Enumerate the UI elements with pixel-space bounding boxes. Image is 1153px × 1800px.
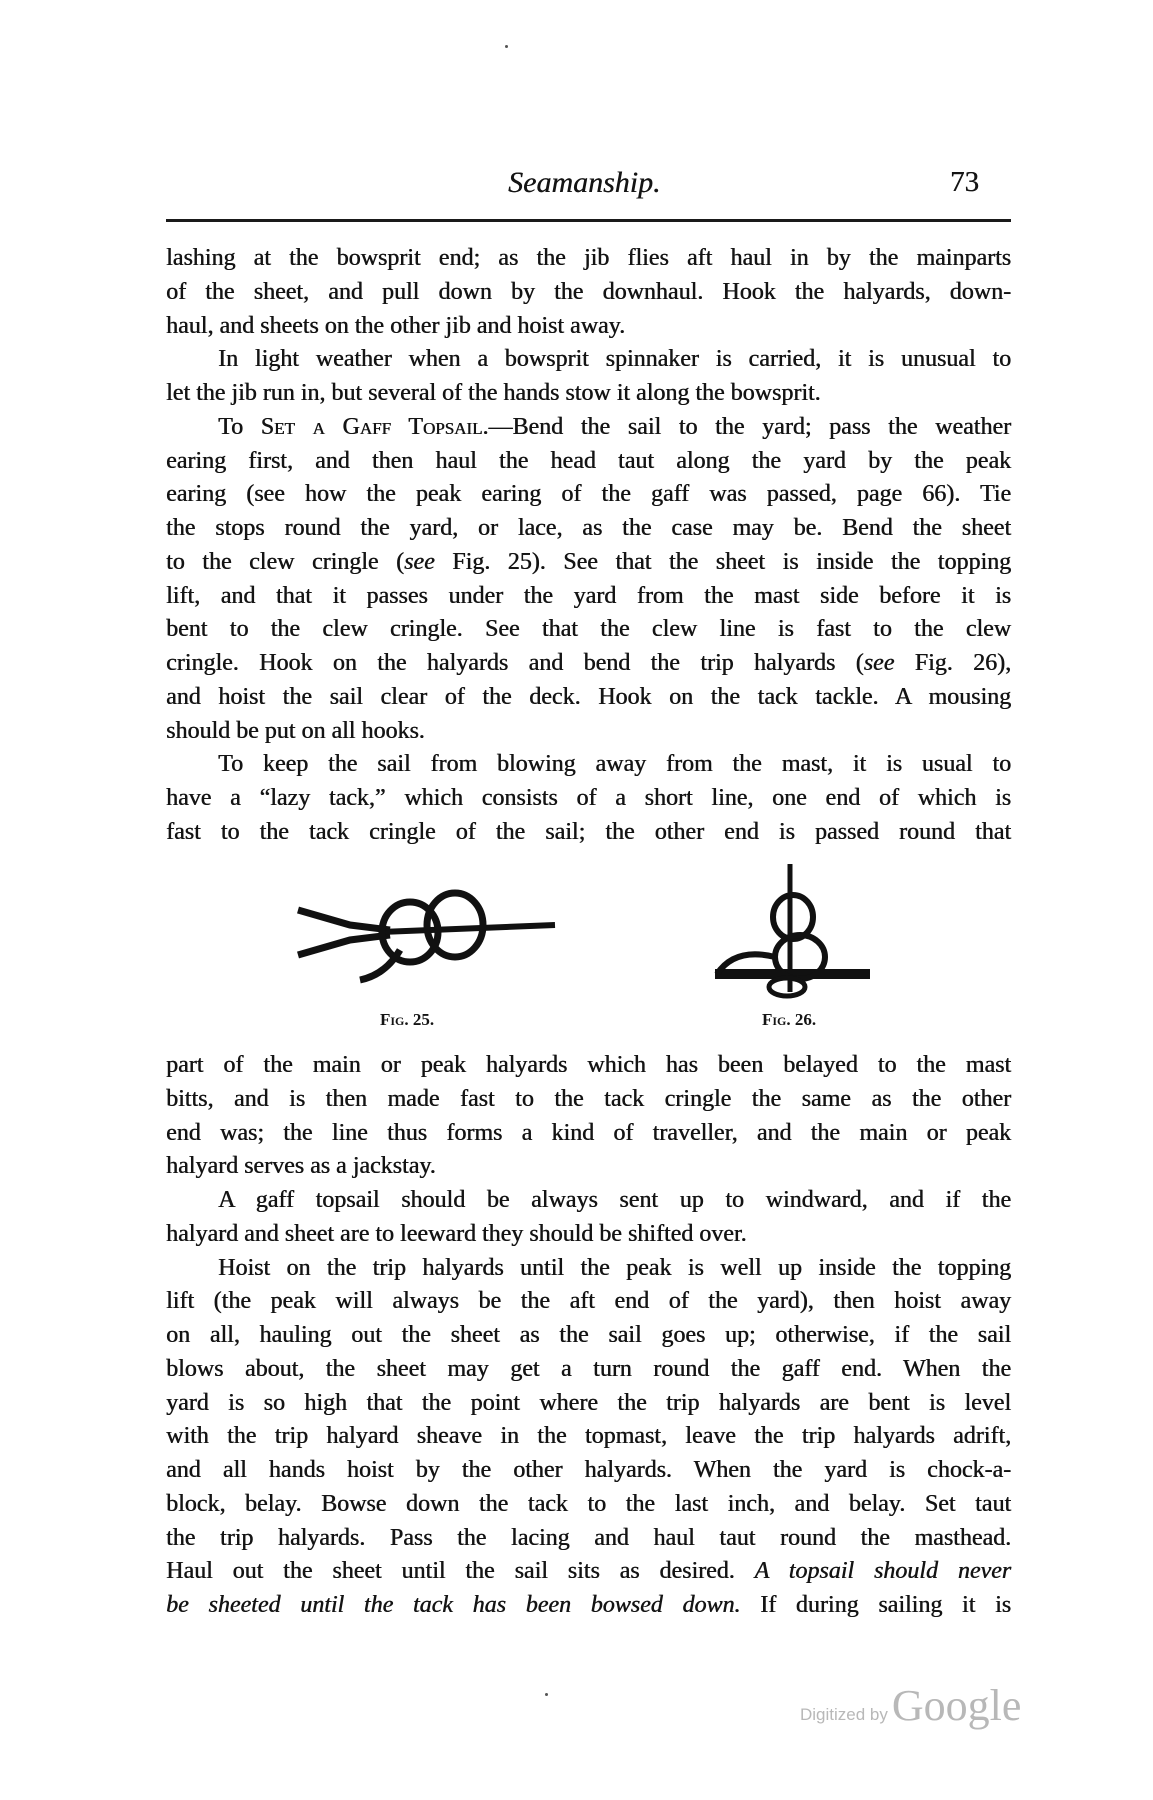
text-segment: fast to the tack cringle of the sail; the other end is passed round that (166, 818, 1011, 845)
text-block-bottom (166, 1049, 1011, 1623)
text-segment: A gaff topsail should be always sent up to windward, and if the (218, 1187, 1011, 1213)
text-segment: In light weather when a bowsprit spinnaker is carried, it is unusual to (218, 346, 1011, 373)
text-line (166, 1454, 1011, 1488)
text-line (166, 377, 1011, 411)
figure-25-caption: Fig. 25. (380, 1010, 435, 1029)
text-line (166, 1555, 1011, 1589)
text-segment: earing (see how the peak earing of the gaff was passed, page 66). Tie (166, 481, 1011, 508)
text-segment: lashing at the bowsprit end; as the jib flies aft haul in by the mainparts (166, 245, 1011, 271)
text-segment: bitts, and is then made fast to the tack cringle the same as the other (166, 1085, 1011, 1112)
text-segment: —Bend the sail to the yard; pass the weather (488, 413, 1011, 440)
text-segment: block, belay. Bowse down the tack to the last inch, and belay. Set taut (166, 1490, 1011, 1517)
text-segment: To (218, 413, 261, 440)
text-line (166, 1353, 1011, 1387)
text-line (166, 816, 1011, 850)
text-segment: bent to the clew cringle. See that the clew line is fast to the clew (166, 616, 1011, 643)
text-segment: Haul out the sheet until the sail sits as desired. (166, 1558, 755, 1585)
watermark-prefix: Digitized by (800, 1705, 888, 1724)
text-segment: A topsail should never (754, 1558, 1012, 1585)
scan-speck (505, 45, 508, 48)
text-line (166, 1387, 1011, 1421)
text-line (166, 343, 1011, 377)
text-segment: the trip halyards. Pass the lacing and haul taut round the masthead. (166, 1524, 1011, 1551)
text-line (166, 411, 1011, 445)
text-segment: to the clew cringle ( (166, 548, 404, 575)
text-segment: see (863, 650, 895, 676)
digitized-watermark (800, 1680, 1021, 1731)
text-line (166, 613, 1011, 647)
text-line (166, 1420, 1011, 1454)
text-segment: halyard and sheet are to leeward they should be shifted over. (166, 1220, 747, 1247)
text-segment: earing first, and then haul the head taut along the yard by the peak (166, 447, 1011, 474)
page-number: 73 (950, 166, 979, 198)
text-line (166, 1049, 1011, 1083)
text-segment: Set a Gaff Topsail. (260, 413, 489, 440)
text-line (166, 1117, 1011, 1151)
figure-26-knot-illustration (705, 862, 875, 1002)
text-segment: be sheeted until the tack has been bowsed down. (166, 1592, 741, 1618)
text-line (166, 748, 1011, 782)
text-segment: of the sheet, and pull down by the downhaul. Hook the halyards, down- (166, 278, 1011, 305)
text-segment: blows about, the sheet may get a turn round the gaff end. When the (166, 1355, 1011, 1382)
text-segment: see (403, 548, 435, 575)
header-rule (166, 219, 1011, 222)
text-line (166, 580, 1011, 614)
text-line (166, 1488, 1011, 1522)
text-segment: lift, and that it passes under the yard from the mast side before it is (166, 582, 1011, 609)
text-line (166, 1522, 1011, 1556)
text-line (166, 1252, 1011, 1286)
text-line (166, 681, 1011, 715)
text-line (166, 1285, 1011, 1319)
text-segment: with the trip halyard sheave in the topmast, leave the trip halyards adrift, (166, 1423, 1011, 1450)
text-line (166, 1150, 1011, 1184)
text-line (166, 242, 1011, 276)
text-segment: If during sailing it is (740, 1592, 1011, 1618)
text-line (166, 782, 1011, 816)
text-line (166, 1589, 1011, 1623)
text-segment: and hoist the sail clear of the deck. Hook on the tack tackle. A mousing (166, 683, 1011, 710)
text-segment: lift (the peak will always be the aft end of the yard), then hoist away (166, 1288, 1011, 1315)
text-segment: and all hands hoist by the other halyards. When the yard is chock-a- (166, 1457, 1011, 1483)
text-segment: Fig. 25). See that the sheet is inside the topping (434, 548, 1011, 575)
text-segment: part of the main or peak halyards which has been belayed to the mast (166, 1052, 1011, 1078)
text-segment: on all, hauling out the sheet as the sail goes up; otherwise, if the sail (166, 1322, 1011, 1348)
text-segment: To keep the sail from blowing away from the mast, it is usual to (218, 751, 1011, 778)
text-line (166, 310, 1011, 344)
text-line (166, 276, 1011, 310)
text-segment: the stops round the yard, or lace, as the case may be. Bend the sheet (166, 515, 1011, 541)
text-line (166, 1184, 1011, 1218)
text-line (166, 1319, 1011, 1353)
text-line (166, 647, 1011, 681)
text-segment: have a “lazy tack,” which consists of a short line, one end of which is (166, 785, 1011, 811)
text-line (166, 546, 1011, 580)
text-line (166, 512, 1011, 546)
watermark-brand-logo: Google (891, 1681, 1022, 1730)
text-segment: haul, and sheets on the other jib and hoist away. (166, 312, 625, 339)
text-segment: Fig. 26), (894, 650, 1011, 676)
scan-speck (545, 1693, 548, 1696)
text-segment: cringle. Hook on the halyards and bend the trip halyards ( (166, 650, 864, 676)
figure-26-caption: Fig. 26. (762, 1010, 817, 1029)
text-segment: Hoist on the trip halyards until the peak is well up inside the topping (218, 1254, 1011, 1281)
text-line (166, 1218, 1011, 1252)
text-line (166, 445, 1011, 479)
text-segment: should be put on all hooks. (166, 717, 425, 744)
running-head-title: Seamanship. (508, 166, 661, 199)
text-segment: yard is so high that the point where the trip halyards are bent is level (166, 1389, 1011, 1416)
text-line (166, 478, 1011, 512)
text-block-top (166, 242, 1011, 850)
text-segment: let the jib run in, but several of the hands stow it along the bowsprit. (166, 380, 821, 406)
text-line (166, 1083, 1011, 1117)
text-segment: halyard serves as a jackstay. (166, 1153, 436, 1180)
text-segment: end was; the line thus forms a kind of traveller, and the main or peak (166, 1119, 1011, 1146)
figure-25-knot-illustration (290, 880, 560, 990)
text-line (166, 715, 1011, 749)
